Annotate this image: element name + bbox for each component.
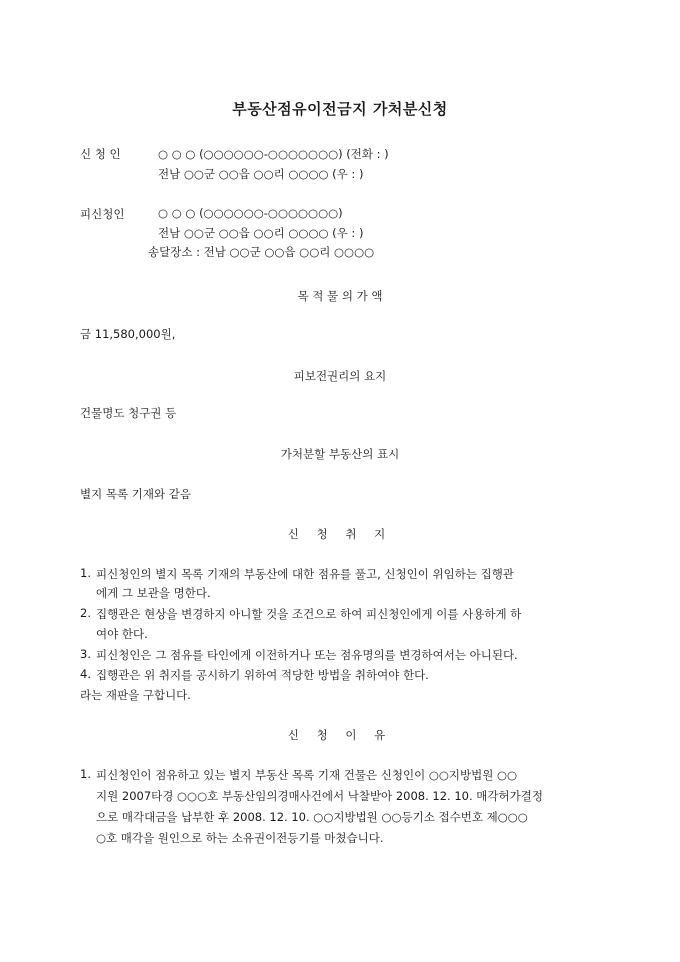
item-text: 피신청인은 그 점유를 타인에게 이전하거나 또는 점유명의를 변경하여서는 아니된다. xyxy=(96,648,518,662)
applicant-label: 신 청 인 xyxy=(80,147,121,161)
item-number: 1. xyxy=(80,767,91,781)
applicant-line-1: ○ ○ ○ (○○○○○○-○○○○○○○) (전화 : ) xyxy=(158,147,389,161)
item-number: 1. xyxy=(80,566,91,580)
reason-line-1: 피신청인이 점유하고 있는 별지 부동산 목록 기재 건물은 신청인이 ○○지방법원 ○○ xyxy=(96,768,518,782)
document-title: 부동산점유이전금지 가처분신청 xyxy=(232,100,448,118)
value-heading: 목 적 물 의 가 액 xyxy=(297,289,383,303)
applicant-line-2: 전남 ○○군 ○○읍 ○○리 ○○○○ (우 : ) xyxy=(158,167,364,181)
reason-line-2: 지원 2007타경 ○○○호 부동산임의경매사건에서 낙찰받아 2008. 12. 10. 매각허가결정 xyxy=(96,789,543,803)
item-text: 에게 그 보관을 명한다. xyxy=(96,586,211,600)
respondent-line-2: 전남 ○○군 ○○읍 ○○리 ○○○○ (우 : ) xyxy=(158,226,364,240)
right-heading: 피보전권리의 요지 xyxy=(293,369,387,383)
reason-line-4: ○호 매각을 원인으로 하는 소유권이전등기를 마쳤습니다. xyxy=(96,831,384,845)
purpose-heading: 신 청 취 지 xyxy=(287,527,393,541)
respondent-line-3: 송달장소 : 전남 ○○군 ○○읍 ○○리 ○○○○ xyxy=(148,245,375,259)
respondent-label: 피신청인 xyxy=(80,207,125,221)
right-text: 건물명도 청구권 등 xyxy=(80,406,177,420)
item-text: 집행관은 위 취지를 공시하기 위하여 적당한 방법을 취하여야 한다. xyxy=(96,668,429,682)
item-text: 집행관은 현상을 변경하지 아니할 것을 조건으로 하여 피신청인에게 이를 사용하게 하 xyxy=(96,607,522,621)
item-number: 4. xyxy=(80,667,91,681)
property-text: 별지 목록 기재와 같음 xyxy=(80,487,191,501)
property-heading: 가처분할 부동산의 표시 xyxy=(280,447,400,461)
item-text: 피신청인의 별지 목록 기재의 부동산에 대한 점유를 풀고, 신청인이 위임하는 집행관 xyxy=(96,567,514,581)
item-number: 3. xyxy=(80,647,91,661)
purpose-closing: 라는 재판을 구합니다. xyxy=(80,688,191,702)
item-number: 2. xyxy=(80,606,91,620)
respondent-line-1: ○ ○ ○ (○○○○○○-○○○○○○○) xyxy=(158,206,343,220)
value-text: 금 11,580,000원, xyxy=(80,327,176,341)
item-text: 여야 한다. xyxy=(96,627,148,641)
reason-line-3: 으로 매각대금을 납부한 후 2008. 12. 10. ○○지방법원 ○○등기소 접수번호 제○○○ xyxy=(96,810,528,824)
reason-heading: 신 청 이 유 xyxy=(287,728,393,742)
